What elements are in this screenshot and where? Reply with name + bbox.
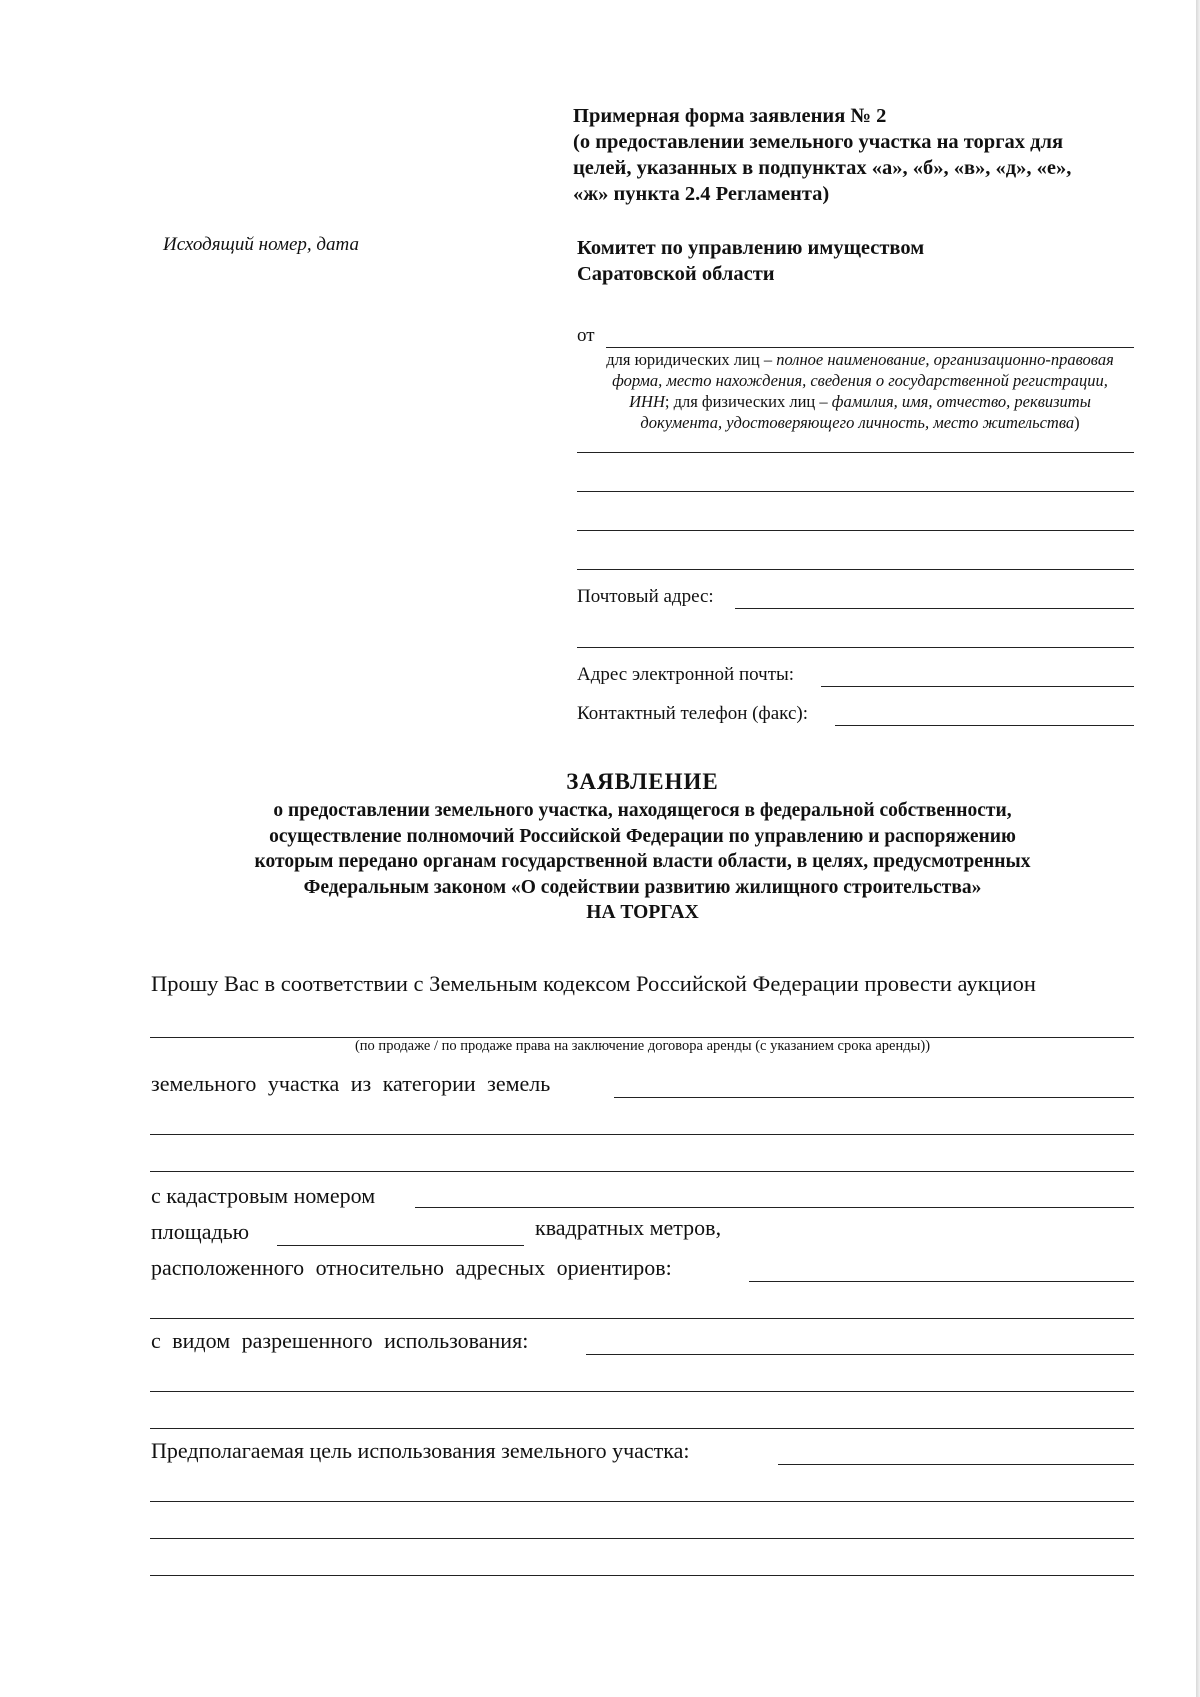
applicant-details-field[interactable] [577, 491, 1134, 492]
postal-address-field[interactable] [735, 608, 1134, 609]
statement-subtitle-line: Федеральным законом «О содействии развитию жилищного строительства» [303, 876, 982, 898]
permitted-use-field[interactable] [586, 1354, 1134, 1355]
purpose-label: Предполагаемая цель использования земельного участка: [151, 1438, 690, 1463]
purpose-field[interactable] [150, 1575, 1134, 1576]
recipient-line: Комитет по управлению имуществом [577, 237, 925, 259]
postal-address-label: Почтовый адрес: [577, 586, 714, 607]
statement-subtitle [150, 798, 1135, 926]
statement-subtitle-line: о предоставлении земельного участка, находящегося в федеральной собственности, [273, 800, 1012, 821]
purpose-field[interactable] [778, 1464, 1134, 1465]
auction-type-hint: (по продаже / по продаже права на заключение договора аренды (с указанием срока аренды)) [354, 1038, 931, 1054]
statement-subtitle-line: осуществление полномочий Российской Федерации по управлению и распоряжению [269, 825, 1016, 847]
from-label: от [577, 325, 595, 346]
request-text: Прошу Вас в соответствии с Земельным кодексом Российской Федерации провести аукцион [151, 971, 1036, 996]
email-field[interactable] [821, 686, 1134, 687]
area-field[interactable] [277, 1245, 524, 1246]
phone-label: Контактный телефон (факс): [577, 703, 808, 724]
land-category-label: земельного участка из категории земель [151, 1071, 551, 1096]
cadastral-number-field[interactable] [415, 1207, 1134, 1208]
applicant-hint: для юридических лиц – полное наименование, организационно-правовая форма, место нахождения, сведения о государственной регистрации, ИНН; для физических лиц – фамилия, имя, отчество, реквизиты документа, удостоверяющего личность, место жительства) [606, 350, 1114, 432]
phone-field[interactable] [835, 725, 1134, 726]
cadastral-number-label: с кадастровым номером [151, 1183, 376, 1208]
form-title-line: «ж» пункта 2.4 Регламента) [573, 183, 830, 205]
permitted-use-field[interactable] [150, 1428, 1134, 1429]
email-label: Адрес электронной почты: [577, 664, 795, 685]
form-title [573, 103, 1133, 207]
form-title-line: Примерная форма заявления № 2 [573, 105, 887, 127]
land-category-field[interactable] [614, 1097, 1134, 1098]
recipient [577, 235, 924, 287]
applicant-details-field[interactable] [577, 569, 1134, 570]
page-edge [1196, 0, 1200, 1697]
applicant-details-field[interactable] [577, 452, 1134, 453]
area-label: площадью [151, 1219, 250, 1244]
purpose-field[interactable] [150, 1501, 1134, 1502]
form-title-line: целей, указанных в подпунктах «а», «б», «в», «д», «е», [573, 157, 1072, 179]
location-field[interactable] [150, 1318, 1134, 1319]
applicant-name-field[interactable] [606, 347, 1134, 348]
recipient-line: Саратовской области [577, 263, 775, 285]
form-title-line: (о предоставлении земельного участка на торгах для [573, 131, 1064, 153]
location-label: расположенного относительно адресных ориентиров: [151, 1255, 672, 1280]
outgoing-number-label: Исходящий номер, дата [163, 234, 359, 255]
statement-subtitle-line: которым передано органам государственной власти области, в целях, предусмотренных [254, 851, 1031, 872]
statement-subtitle-line: НА ТОРГАХ [586, 902, 699, 923]
land-category-field[interactable] [150, 1134, 1134, 1135]
land-category-field[interactable] [150, 1171, 1134, 1172]
location-field[interactable] [749, 1281, 1134, 1282]
postal-address-field[interactable] [577, 647, 1134, 648]
statement-title: ЗАЯВЛЕНИЕ [566, 769, 719, 794]
applicant-details-field[interactable] [577, 530, 1134, 531]
permitted-use-label: с видом разрешенного использования: [151, 1328, 529, 1353]
purpose-field[interactable] [150, 1538, 1134, 1539]
area-unit-label: квадратных метров, [535, 1215, 722, 1240]
permitted-use-field[interactable] [150, 1391, 1134, 1392]
